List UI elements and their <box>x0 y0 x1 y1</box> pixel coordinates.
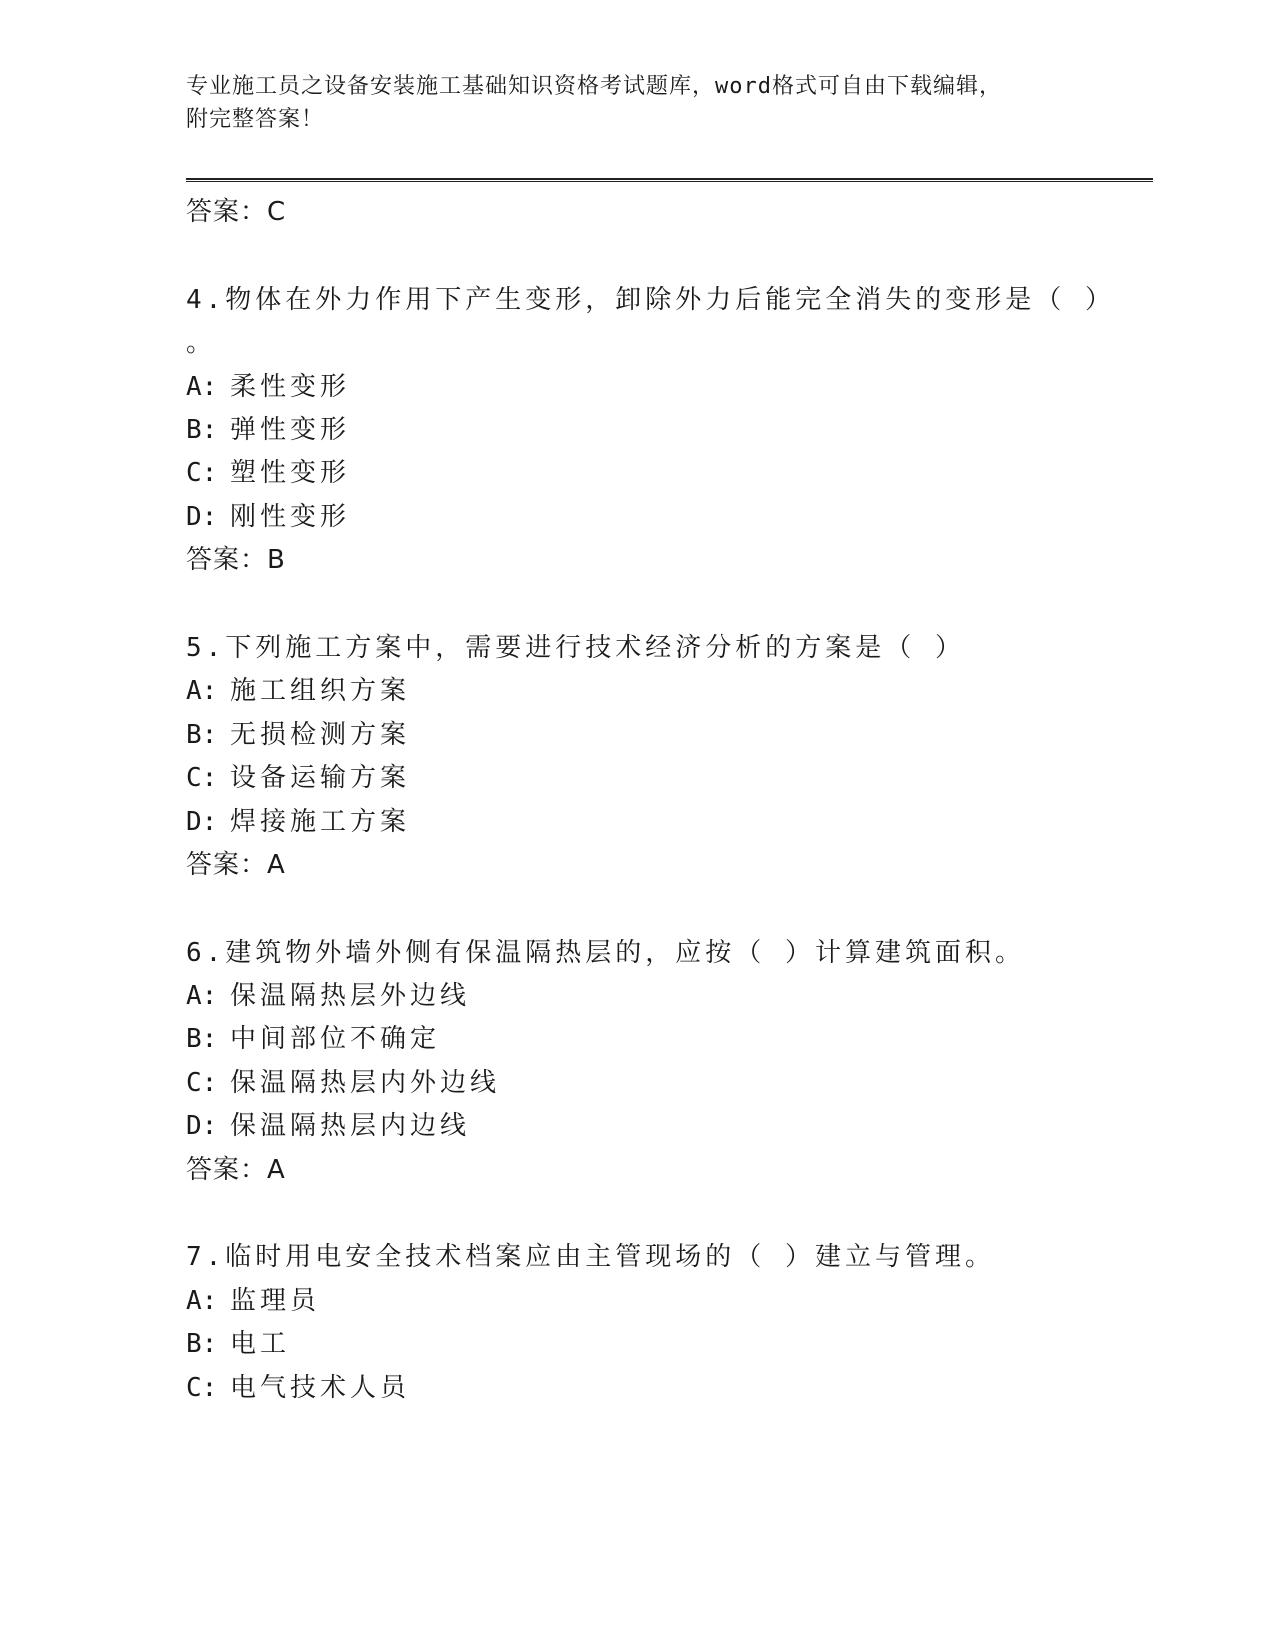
question-4-option-c <box>186 456 350 490</box>
header-divider <box>186 178 1153 182</box>
document-header <box>186 70 1066 136</box>
question-4-option-d <box>186 500 350 534</box>
option-text: 柔性变形 <box>230 372 351 402</box>
option-text: 无损检测方案 <box>230 720 411 750</box>
question-6-option-d <box>186 1109 470 1143</box>
option-text: 电气技术人员 <box>230 1373 411 1403</box>
question-6-answer: 答案：A <box>186 1155 286 1185</box>
question-5-option-b <box>186 718 410 752</box>
option-key: A: <box>186 1286 218 1316</box>
question-5-stem: 5.下列施工方案中，需要进行技术经济分析的方案是（ ） <box>186 633 965 663</box>
question-6-option-b <box>186 1022 440 1056</box>
option-text: 保温隔热层外边线 <box>230 981 471 1011</box>
header-line-2: 附完整答案！ <box>186 107 325 132</box>
option-text: 设备运输方案 <box>230 763 411 793</box>
question-5-option-c <box>186 761 410 795</box>
option-key: B: <box>186 415 218 445</box>
option-text: 中间部位不确定 <box>230 1024 441 1054</box>
option-key: D: <box>186 1111 218 1141</box>
option-key: B: <box>186 1329 218 1359</box>
option-key: A: <box>186 372 218 402</box>
option-text: 弹性变形 <box>230 415 351 445</box>
question-6-stem: 6.建筑物外墙外侧有保温隔热层的，应按（ ）计算建筑面积。 <box>186 938 1025 968</box>
question-4-stem: 4.物体在外力作用下产生变形，卸除外力后能完全消失的变形是（ ） <box>186 285 1115 315</box>
option-key: C: <box>186 1068 218 1098</box>
option-text: 焊接施工方案 <box>230 807 411 837</box>
option-key: D: <box>186 807 218 837</box>
question-7-option-a <box>186 1284 320 1318</box>
question-6-option-a <box>186 979 470 1013</box>
option-text: 保温隔热层内外边线 <box>230 1068 501 1098</box>
question-4-option-a <box>186 370 350 404</box>
option-text: 塑性变形 <box>230 458 351 488</box>
option-key: A: <box>186 981 218 1011</box>
option-text: 电工 <box>230 1329 291 1359</box>
option-key: D: <box>186 502 218 532</box>
question-5-answer: 答案：A <box>186 850 286 880</box>
option-text: 监理员 <box>230 1286 321 1316</box>
option-text: 施工组织方案 <box>230 676 411 706</box>
option-key: B: <box>186 1024 218 1054</box>
question-5-option-a <box>186 674 410 708</box>
question-5-option-d <box>186 805 410 839</box>
option-key: C: <box>186 458 218 488</box>
option-key: B: <box>186 720 218 750</box>
option-key: C: <box>186 763 218 793</box>
header-line-1: 专业施工员之设备安装施工基础知识资格考试题库，word格式可自由下载编辑， <box>186 74 1002 99</box>
question-7-stem: 7.临时用电安全技术档案应由主管现场的（ ）建立与管理。 <box>186 1242 995 1272</box>
question-7-option-c <box>186 1371 410 1405</box>
question-4-stem-continued: 。 <box>186 328 217 358</box>
question-4-option-b <box>186 413 350 447</box>
question-4-answer: 答案：B <box>186 545 286 575</box>
question-7-option-b <box>186 1327 290 1361</box>
option-key: C: <box>186 1373 218 1403</box>
previous-answer: 答案：C <box>186 197 287 227</box>
option-text: 刚性变形 <box>230 502 351 532</box>
option-key: A: <box>186 676 218 706</box>
question-6-option-c <box>186 1066 500 1100</box>
option-text: 保温隔热层内边线 <box>230 1111 471 1141</box>
